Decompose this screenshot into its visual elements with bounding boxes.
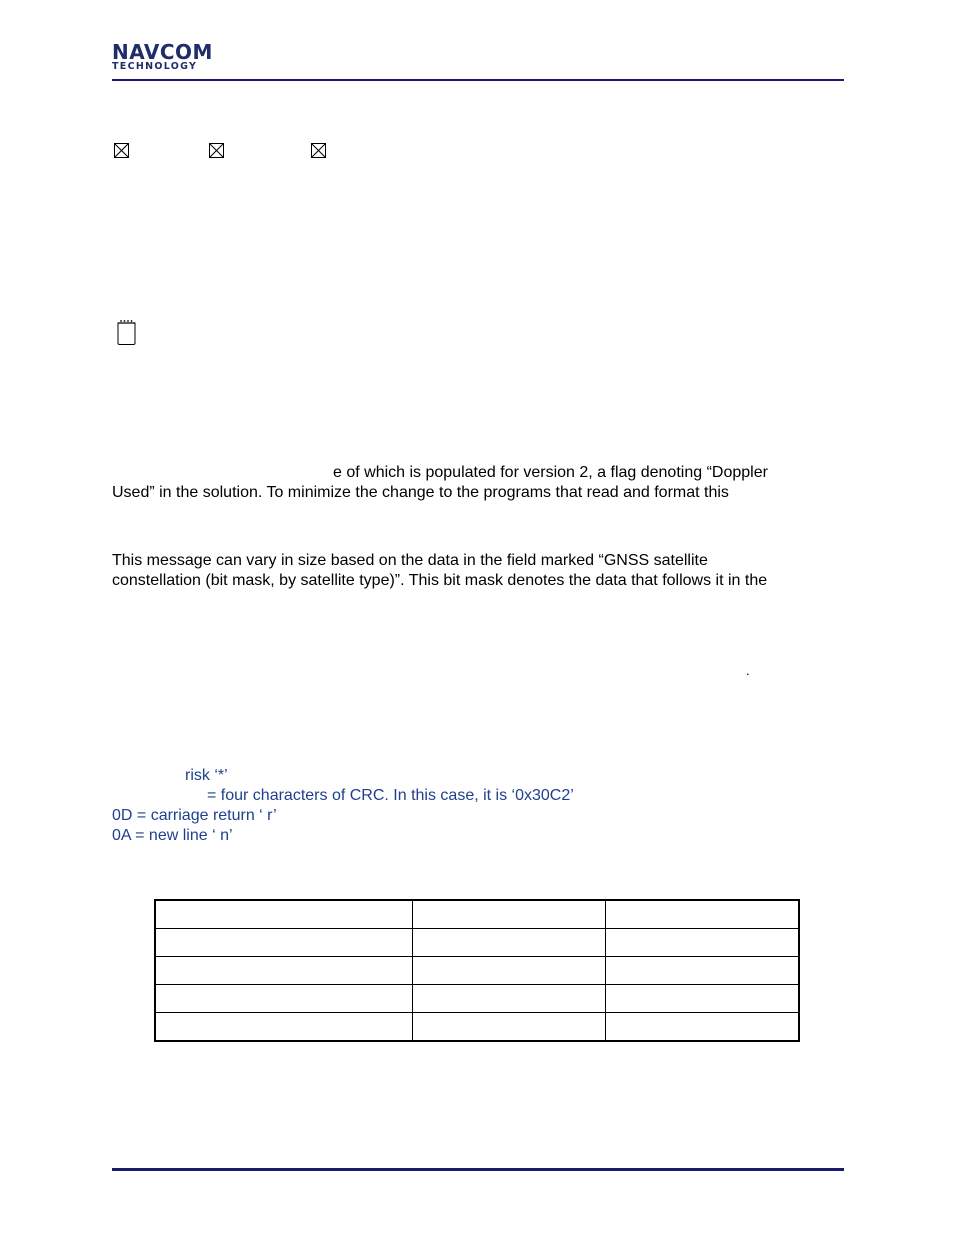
trailer-line-asterisk: risk ‘*’	[185, 767, 228, 784]
table-row	[155, 929, 799, 957]
data-table	[154, 899, 800, 1042]
table-cell	[413, 900, 606, 929]
paragraph-1-line-1: e of which is populated for version 2, a flag denoting “Doppler	[333, 464, 768, 481]
paragraph-2-line-1: This message can vary in size based on the data in the field marked “GNSS satellite	[112, 552, 708, 569]
paragraph-2-line-2: constellation (bit mask, by satellite type)”. This bit mask denotes the data that follows it in the	[112, 572, 768, 589]
footer-rule	[112, 1168, 844, 1171]
table-cell	[155, 985, 413, 1013]
table-cell	[606, 1013, 800, 1042]
table-cell	[413, 929, 606, 957]
trailer-line-new-line: 0A = new line ‘ n’	[112, 827, 233, 844]
checkbox-crossed-icon	[114, 143, 129, 158]
logo-subtitle: TECHNOLOGY	[112, 61, 198, 72]
checkbox-crossed-icon	[209, 143, 224, 158]
table-row	[155, 957, 799, 985]
table-cell	[155, 1013, 413, 1042]
table-cell	[155, 957, 413, 985]
paragraph-1-line-2: Used” in the solution. To minimize the change to the programs that read and format this	[112, 484, 729, 501]
logo-wordmark: NAVCOM	[112, 40, 213, 64]
table-row	[155, 1013, 799, 1042]
table-cell	[413, 957, 606, 985]
table-cell	[606, 957, 800, 985]
stray-period: .	[746, 663, 750, 678]
trailer-line-crc: = four characters of CRC. In this case, it is ‘0x30C2’	[207, 787, 574, 804]
table-row	[155, 900, 799, 929]
table-cell	[606, 929, 800, 957]
notepad-icon	[116, 318, 138, 346]
table-cell	[413, 985, 606, 1013]
table-row	[155, 985, 799, 1013]
table-cell	[606, 985, 800, 1013]
checkbox-crossed-icon	[311, 143, 326, 158]
table-cell	[413, 1013, 606, 1042]
header-rule	[112, 79, 844, 81]
table-cell	[155, 929, 413, 957]
table-cell	[606, 900, 800, 929]
table-cell	[155, 900, 413, 929]
navcom-logo	[112, 42, 236, 70]
trailer-line-carriage-return: 0D = carriage return ‘ r’	[112, 807, 277, 824]
